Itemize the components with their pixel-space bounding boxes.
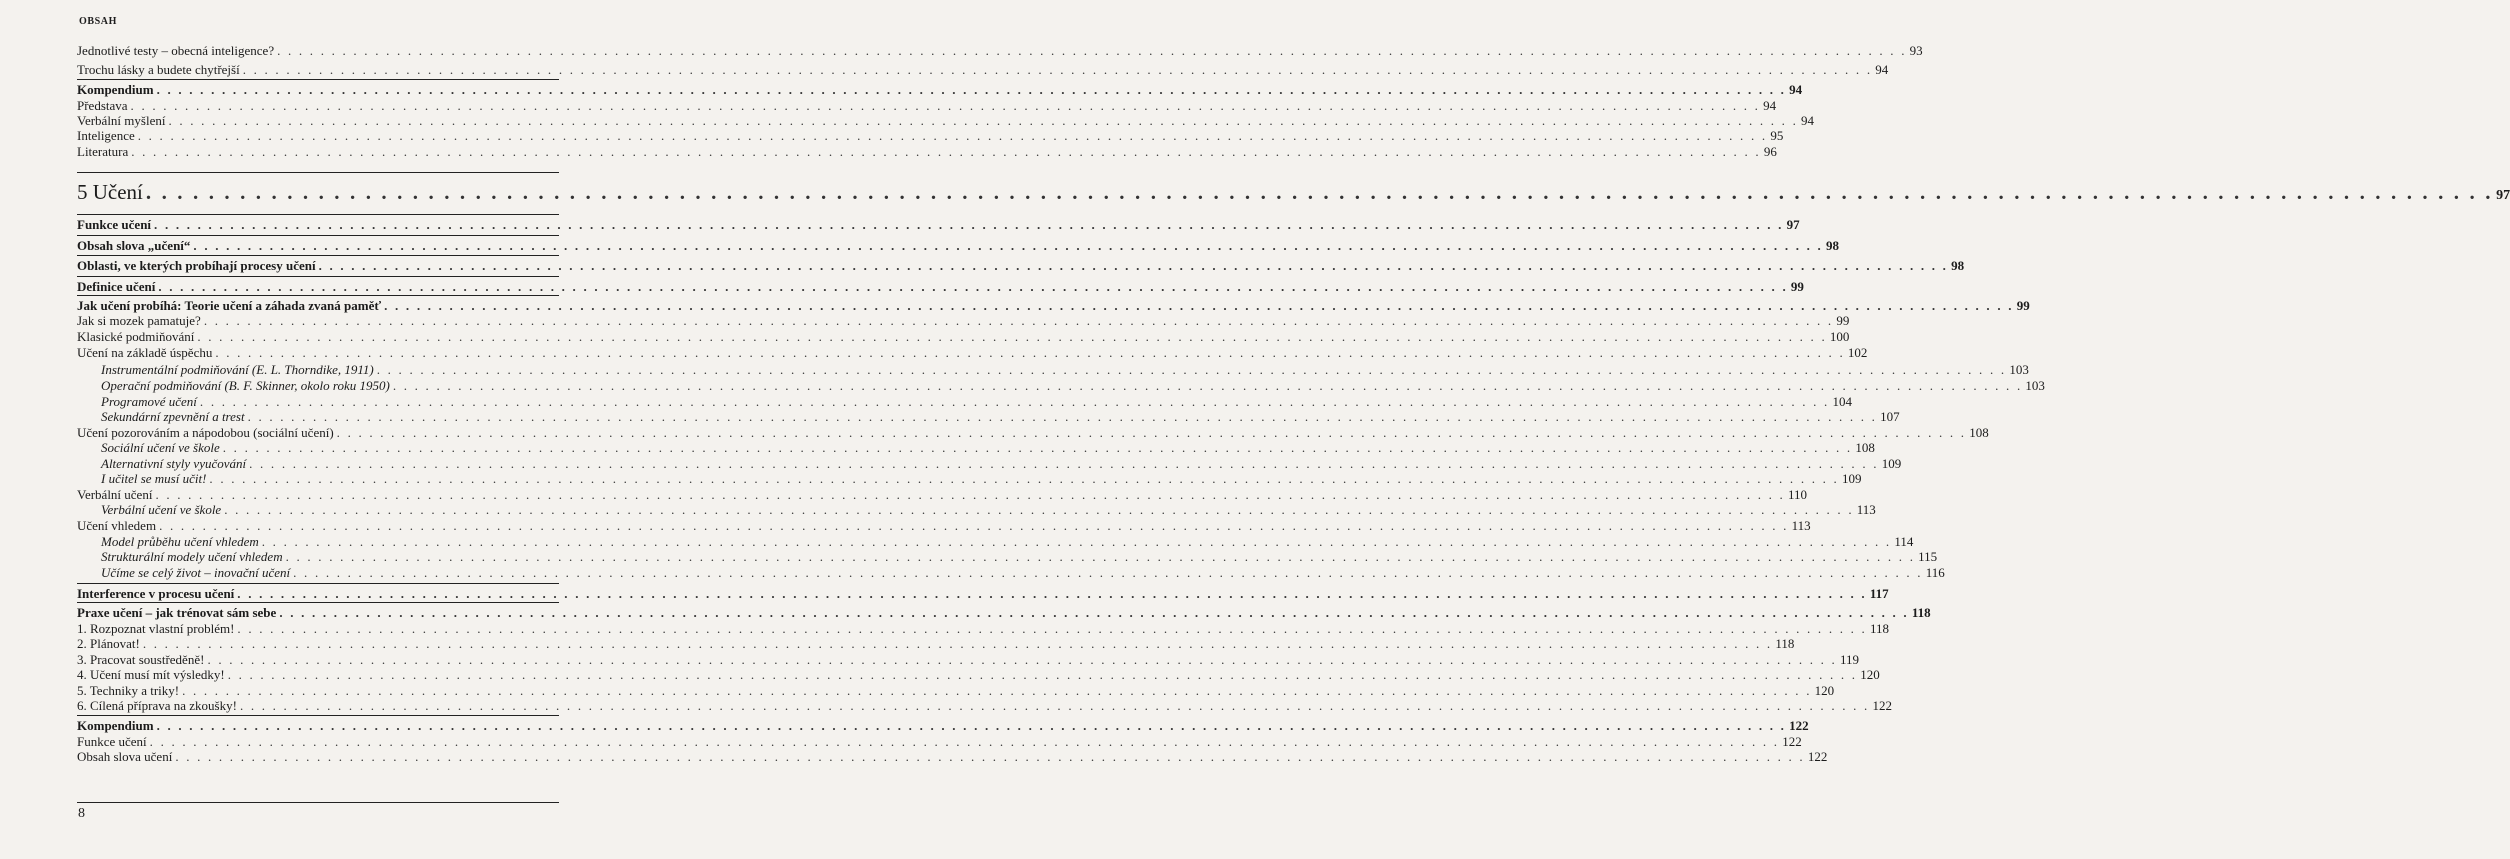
dot-leader: . . . . . . . . . . . . . . . . . . . . . . . . . . . . . . . . . . . . . . . . . . . . . . . . . . . . . . . . . . . . . . . . . . . . . . . . . . . . . . . . . . . . . . . . . . . . . . . . . . . . . . . . . . . . . . . . . . . . . . . . . . . . . . . . . . . . . . . . . . . . . . . . . . . . . . — [227, 667, 1858, 682]
toc-entry-page: 122 — [1789, 718, 1809, 733]
toc-entry[interactable] — [77, 749, 1828, 764]
section-divider — [77, 276, 559, 277]
toc-entry-page: 114 — [1894, 534, 1914, 549]
toc-entry[interactable] — [77, 586, 1889, 601]
toc-entry[interactable] — [77, 128, 1784, 143]
dot-leader: . . . . . . . . . . . . . . . . . . . . . . . . . . . . . . . . . . . . . . . . . . . . . . . . . . . . . . . . . . . . . . . . . . . . . . . . . . . . . . . . . . . . . . . . . . . . . . . . . . . . . . . . . . . . . . . . . . . . . . . . . . . . . . . . . . . . . . . . . . . . . . . . . . . . . . — [199, 394, 1830, 409]
section-divider — [77, 602, 559, 603]
dot-leader: . . . . . . . . . . . . . . . . . . . . . . . . . . . . . . . . . . . . . . . . . . . . . . . . . . . . . . . . . . . . . . . . . . . . . . . . . . . . . . . . . . . . . . . . . . . . . . . . . . . . . . . . . . . . . . . . . . . . . . . . . . . . . . . . . . . . . . . . . . . . . . . . . . . . . . — [207, 652, 1837, 667]
toc-entry[interactable] — [77, 718, 1809, 733]
toc-entry-title: Představa — [77, 98, 128, 113]
toc-entry[interactable] — [77, 534, 1914, 549]
dot-leader: . . . . . . . . . . . . . . . . . . . . . . . . . . . . . . . . . . . . . . . . . . . . . . . . . . . . . . . . . . . . . . . . . . . . . . . . . . . . . . . . . . . . . . . . . . . . . . . . . . . . . . . . . . . . . . . . . . . . . . . . . . . . . . . . . . . . . . . . . . . . . . . . . . . . . . — [376, 362, 2007, 377]
toc-entry-title: 1. Rozpoznat vlastní problém! — [77, 621, 235, 636]
table-of-contents — [77, 0, 2510, 859]
toc-entry-title: Instrumentální podmiňování (E. L. Thorndike, 1911) — [101, 362, 374, 377]
dot-leader: . . . . . . . . . . . . . . . . . . . . . . . . . . . . . . . . . . . . . . . . . . . . . . . . . . . . . . . . . . . . . . . . . . . . . . . . . . . . . . . . . . . . . . . . . . . . . . . . . . . . . . . . . . . . . . . . . . . . . . . . . . . . . . . . . . . . . . . . . . . . . . . . . . . . . . — [247, 409, 1878, 424]
dot-leader: . . . . . . . . . . . . . . . . . . . . . . . . . . . . . . . . . . . . . . . . . . . . . . . . . . . . . . . . . . . . . . . . . . . . . . . . . . . . . . . . . . . . . . . . . . . . . . . . . . . . . . . . . . . . . . . . . . . . . . . . . . . . . . . . . . . . . . . . . . . . . . . . . . . . . . — [277, 43, 1907, 58]
toc-entry[interactable] — [77, 471, 1862, 486]
toc-entry-page: 98 — [1825, 238, 1839, 253]
toc-entry-page: 113 — [1791, 518, 1811, 533]
toc-entry-page: 116 — [1925, 565, 1945, 580]
toc-entry[interactable] — [77, 279, 1804, 294]
toc-entry[interactable] — [77, 345, 1868, 360]
dot-leader: . . . . . . . . . . . . . . . . . . . . . . . . . . . . . . . . . . . . . . . . . . . . . . . . . . . . . . . . . . . . . . . . . . . . . . . . . . . . . . . . . . . . . . . . . . . . . . . . . . . . . . . . . . . . . . . . . . . . . . . . . . . . . . . . . . . . . . . . . . . . . . . . . . . . . . — [285, 549, 1916, 564]
toc-entry-page: 103 — [2025, 378, 2045, 393]
footer-rule — [77, 802, 559, 803]
dot-leader: . . . . . . . . . . . . . . . . . . . . . . . . . . . . . . . . . . . . . . . . . . . . . . . . . . . . . . . . . . . . . . . . . . . . . . . . . . . . . . . . . . . . . . . . . . . . . . . . . . . . . . . . . . . . . . . . . . . . . . . . . . . . . . . . . . . . . . . . . . . . . . . . . . . . . . — [159, 518, 1789, 533]
toc-entry-title: Programové učení — [101, 394, 197, 409]
toc-entry-page: 119 — [1840, 652, 1860, 667]
dot-leader: . . . . . . . . . . . . . . . . . . . . . . . . . . . . . . . . . . . . . . . . . . . . . . . . . . . . . . . . . . . . . . . . . . . . . . . . . . . . . . . . . . . . . . . . . . . . . . . . . . . . . . . . . . . . . . . . . . . . . . . . . . . . . . . . . . . . . . . . . . . . . . . . . . . . . . — [142, 636, 1773, 651]
dot-leader: . . . . . . . . . . . . . . . . . . . . . . . . . . . . . . . . . . . . . . . . . . . . . . . . . . . . . . . . . . . . . . . . . . . . . . . . . . . . . . . . . . . . . . . . . . . . . . . . . . . . . . . . . . . . . . . . . . . . . . . . . . . . . . . . . . . . . . . . . . . . . . . . . . . . . . — [175, 749, 1805, 764]
dot-leader: . . . . . . . . . . . . . . . . . . . . . . . . . . . . . . . . . . . . . . . . . . . . . . . . . . . . . . . . . . . . . . . . . . . . . . . . . . . . . . . . . . . . . . . . . . . . . . . . . . . . . . . . . . . . . . . . . . . . . . . . . . . . . . . . . . . . . . . . . . . . . . . . . . . . . . — [197, 329, 1827, 344]
toc-entry-title: Definice učení — [77, 279, 156, 294]
toc-entry-title: Funkce učení — [77, 217, 152, 232]
dot-leader: . . . . . . . . . . . . . . . . . . . . . . . . . . . . . . . . . . . . . . . . . . . . . . . . . . . . . . . . . . . . . . . . . . . . . . . . . . . . . . . . . . . . . . . . . . . . . . . . . . . . . . . . . . . . . . . . . . . . . . . . . . . . . . . . . . . . . . . . . . . . . . . . . . . . . . — [279, 605, 1909, 620]
toc-entry-title: 4. Učení musí mít výsledky! — [77, 667, 225, 682]
toc-entry-title: Učení vhledem — [77, 518, 157, 533]
toc-entry[interactable] — [77, 605, 1931, 620]
toc-entry[interactable] — [77, 734, 1802, 749]
dot-leader: . . . . . . . . . . . . . . . . . . . . . . . . . . . . . . . . . . . . . . . . . . . . . . . . . . . . . . . . . . . . . . . . . . . . . . . . . . . . . . . . . . . . . . . . . . . . . . . . . . . . . . . . . . . . . . . . . . . . . . . . . . . . . . . . . . . . . . . . . . . . . . . . . . . . . . — [392, 378, 2023, 393]
dot-leader: . . . . . . . . . . . . . . . . . . . . . . . . . . . . . . . . . . . . . . . . . . . . . . . . . . . . . . . . . . . . . . . . . . . . . . . . . . . . . . . . . . . . . . . . . . . . . . . . . . . . . . . . . . . . . . . . . . . . . . . . . . . . . . . . . . . . . . . . . . . . . . . . . . . . . . — [209, 471, 1839, 486]
toc-entry-page: 118 — [1911, 605, 1931, 620]
toc-entry-page: 94 — [1875, 62, 1889, 77]
toc-entry-page: 98 — [1951, 258, 1965, 273]
toc-entry-page: 99 — [1836, 313, 1850, 328]
toc-entry-title: Interference v procesu učení — [77, 586, 235, 601]
toc-entry-page: 94 — [1763, 98, 1777, 113]
dot-leader: . . . . . . . . . . . . . . . . . . . . . . . . . . . . . . . . . . . . . . . . . . . . . . . . . . . . . . . . . . . . . . . . . . . . . . . . . . . . . . . . . . . . . . . . . . . . . . . . . . . . . . . . . . . . . . . . . . . . . . . . . . . . . . . . . . . . . . . . . . . . . . . . . . . . . . — [137, 128, 1768, 143]
toc-entry[interactable] — [77, 258, 1965, 273]
dot-leader: . . . . . . . . . . . . . . . . . . . . . . . . . . . . . . . . . . . . . . . . . . . . . . . . . . . . . . . . . . . . . . . . . . . . . . . . . . . . . . . . . . . . . . . . . . . . . . . . . . . . . . . . . . . . . . . . . . . . . . . . . . . . . . . . . . . . . . . . . . . . . . . . . . . . . . — [156, 718, 1787, 733]
toc-entry[interactable] — [77, 698, 1892, 713]
dot-leader: . . . . . . . . . . . . . . . . . . . . . . . . . . . . . . . . . . . . . . . . . . . . . . . . . . . . . . . . . . . . . . . . . . . . . . . . . . . . . . . . . . . . . . . . . . . . . . . . . . . . . . . . . . . . . . . . . . . . . . . . . . . . . . . . . . . . . . . . . . . . . . . . . . . . . . — [130, 98, 1761, 113]
toc-entry-page: 104 — [1832, 394, 1852, 409]
toc-entry-title: Obsah slova „učení“ — [77, 238, 191, 253]
toc-entry-title: Učení na základě úspěchu — [77, 345, 213, 360]
toc-entry[interactable] — [77, 518, 1811, 533]
section-divider — [77, 255, 559, 256]
dot-leader: . . . . . . . . . . . . . . . . . . . . . . . . . . . . . . . . . . . . . . . . . . . . . . . . . . . . . . . . . . . . . . . . . . . . . . . . . . . . . . . . . . . . . . . . . . . . . . . . . . . . . . . . . . . . . . . . . . . . . . . . . . . . . . . . . . . . . . . . . . . . . . . . . . . . . . — [215, 345, 1845, 360]
toc-entry-page: 97 — [2496, 188, 2510, 203]
dot-leader: . . . . . . . . . . . . . . . . . . . . . . . . . . . . . . . . . . . . . . . . . . . . . . . . . . . . . . . . . . . . . . . . . . . . . . . . . . . . . . . . . . . . . . . . . . . . . . . . . . . . . . . . . . . . . . . . . . . . . . . . . . . . . . . . . . . . . . . . . . . . . . . . . . . . . . — [203, 313, 1834, 328]
toc-entry[interactable] — [77, 667, 1880, 682]
toc-entry[interactable] — [77, 652, 1860, 667]
toc-entry-title: I učitel se musí učit! — [101, 471, 207, 486]
toc-entry-title: Verbální myšlení — [77, 113, 166, 128]
dot-leader: . . . . . . . . . . . . . . . . . . . . . . . . . . . . . . . . . . . . . . . . . . . . . . . . . . . . . . . . . . . . . . . . . . . . . . . . . . . . . . . . . . . . . . . . . . . . . . . . . . . . . . . . . . . . . . . . . . . . . . . . . . . . . . . . . . . . . . . . . . . . . . . . . . . . . . — [168, 113, 1799, 128]
dot-leader: . . . . . . . . . . . . . . . . . . . . . . . . . . . . . . . . . . . . . . . . . . . . . . . . . . . . . . . . . . . . . . . . . . . . . . . . . . . . . . . . . . . . . . . . . . . . . . . . . . . . . . . . . . . . . . . . . . . . . . . . . . . . . . . . . . . . . . . . . . . . . . . . . . . . . . — [149, 734, 1780, 749]
dot-leader: . . . . . . . . . . . . . . . . . . . . . . . . . . . . . . . . . . . . . . . . . . . . . . . . . . . . . . . . . . . . . . . . . . . . . . . . . . . . . . . . . . . . . . . . . . . . . . . . . . . . . . . . . . . . . . . . . . . . . . . . . . . . . . . . . . . . . . . . . . . . . . . . . . . . . . — [239, 698, 1870, 713]
toc-entry-title: Učení pozorováním a nápodobou (sociální učení) — [77, 425, 334, 440]
toc-entry-title: Jednotlivé testy – obecná inteligence? — [77, 43, 275, 58]
toc-entry-page: 117 — [1869, 586, 1889, 601]
toc-entry-page: 122 — [1872, 698, 1892, 713]
toc-entry[interactable] — [77, 425, 1989, 440]
toc-entry-page: 120 — [1814, 683, 1835, 698]
dot-leader: . . . . . . . . . . . . . . . . . . . . . . . . . . . . . . . . . . . . . . . . . . . . . . . . . . . . . . . . . . . . . . . . . . . . . . . . . . . . . . . . . . . . . . . . . . . . . . . . . . . . . . . . . . . . . . . . . . . . . . . . . . . . . . . . . . . . . . . . . . . . . . . . . . . . . . — [237, 621, 1867, 636]
dot-leader: . . . . . . . . . . . . . . . . . . . . . . . . . . . . . . . . . . . . . . . . . . . . . . . . . . . . . . . . . . . . . . . . . . . . . . . . . . . . . . . . . . . . . . . . . . . . . . . . . . . . . . . . . . . . . . . . . . . . . . . . . . . . . . . . . . . . . . . . . . . . . . . . . . . . . . — [249, 456, 1879, 471]
toc-entry-title: Kompendium — [77, 82, 154, 97]
toc-entry-title: Učíme se celý život – inovační učení — [101, 565, 291, 580]
dot-leader: . . . . . . . . . . . . . . . . . . . . . . . . . . . . . . . . . . . . . . . . . . . . . . . . . . . . . . . . . . . . . . . . . . . . . . . . . . . . . . . . . . . . . . . . . . . . . . . . . . . . . . . . . . . . . . . . . . . . . . . . . . . . . . . . . . . . . . . . . . . . . . . . . . . . . . — [156, 82, 1787, 97]
toc-entry-title: Jak učení probíhá: Teorie učení a záhada zvaná paměť — [77, 298, 382, 313]
toc-entry-title: Funkce učení — [77, 734, 147, 749]
section-divider — [77, 172, 559, 173]
dot-leader: . . . . . . . . . . . . . . . . . . . . . . . . . . . . . . . . . . . . . . . . . . . . . . . . . . . . . . . . . . . . . . . . . . . . . . . . . . . . . . . . . . . . . . . . . . . . . . . . . . . . . . . . . . . . . . . . . . . . . . . . . . . . . . . . . . . . . . . . . . . . . . . . . . . . . . — [224, 502, 1854, 517]
toc-entry[interactable] — [77, 362, 2029, 377]
dot-leader: . . . . . . . . . . . . . . . . . . . . . . . . . . . . . . . . . . . . . . . . . . . . . . . . . . . . . . . . . . . . . . . . . . . . . . . . . . . . . . . . . . . . . . . . . . . . . . . . . . . . . . . . . . . . . . . . . . . . . . . . . . . . . . . . . . . . . . . . . . . . . . . . . . . . . . — [145, 180, 2494, 204]
toc-entry[interactable] — [77, 113, 1815, 128]
toc-entry[interactable] — [77, 621, 1890, 636]
toc-entry-page: 102 — [1847, 345, 1868, 360]
toc-entry-page: 115 — [1918, 549, 1938, 564]
toc-entry[interactable] — [77, 636, 1795, 651]
toc-entry-title: 3. Pracovat soustředěně! — [77, 652, 205, 667]
toc-entry-page: 103 — [2009, 362, 2029, 377]
page-number: 8 — [78, 806, 85, 821]
toc-entry[interactable] — [77, 394, 1852, 409]
toc-entry[interactable] — [77, 43, 1923, 58]
toc-entry-page: 94 — [1789, 82, 1803, 97]
dot-leader: . . . . . . . . . . . . . . . . . . . . . . . . . . . . . . . . . . . . . . . . . . . . . . . . . . . . . . . . . . . . . . . . . . . . . . . . . . . . . . . . . . . . . . . . . . . . . . . . . . . . . . . . . . . . . . . . . . . . . . . . . . . . . . . . . . . . . . . . . . . . . . . . . . . . . . — [336, 425, 1967, 440]
section-divider — [77, 583, 559, 584]
toc-entry[interactable] — [77, 238, 1839, 253]
toc-entry[interactable] — [77, 683, 1835, 698]
toc-entry-page: 99 — [1790, 279, 1804, 294]
dot-leader: . . . . . . . . . . . . . . . . . . . . . . . . . . . . . . . . . . . . . . . . . . . . . . . . . . . . . . . . . . . . . . . . . . . . . . . . . . . . . . . . . . . . . . . . . . . . . . . . . . . . . . . . . . . . . . . . . . . . . . . . . . . . . . . . . . . . . . . . . . . . . . . . . . . . . . — [293, 565, 1923, 580]
toc-entry-page: 113 — [1856, 502, 1876, 517]
toc-entry[interactable] — [77, 313, 1850, 328]
toc-entry[interactable] — [77, 298, 2030, 313]
dot-leader: . . . . . . . . . . . . . . . . . . . . . . . . . . . . . . . . . . . . . . . . . . . . . . . . . . . . . . . . . . . . . . . . . . . . . . . . . . . . . . . . . . . . . . . . . . . . . . . . . . . . . . . . . . . . . . . . . . . . . . . . . . . . . . . . . . . . . . . . . . . . . . . . . . . . . . — [155, 487, 1786, 502]
toc-entry-title: Praxe učení – jak trénovat sám sebe — [77, 605, 277, 620]
toc-entry-title: 6. Cílená příprava na zkoušky! — [77, 698, 237, 713]
toc-entry[interactable] — [77, 440, 1875, 455]
toc-entry-title: Inteligence — [77, 128, 135, 143]
toc-entry[interactable] — [77, 549, 1938, 564]
dot-leader: . . . . . . . . . . . . . . . . . . . . . . . . . . . . . . . . . . . . . . . . . . . . . . . . . . . . . . . . . . . . . . . . . . . . . . . . . . . . . . . . . . . . . . . . . . . . . . . . . . . . . . . . . . . . . . . . . . . . . . . . . . . . . . . . . . . . . . . . . . . . . . . . . . . . . . — [318, 258, 1949, 273]
dot-leader: . . . . . . . . . . . . . . . . . . . . . . . . . . . . . . . . . . . . . . . . . . . . . . . . . . . . . . . . . . . . . . . . . . . . . . . . . . . . . . . . . . . . . . . . . . . . . . . . . . . . . . . . . . . . . . . . . . . . . . . . . . . . . . . . . . . . . . . . . . . . . . . . . . . . . . — [222, 440, 1853, 455]
toc-entry-title: Model průběhu učení vhledem — [101, 534, 259, 549]
toc-entry[interactable] — [77, 378, 2045, 393]
section-divider — [77, 295, 559, 296]
running-header: OBSAH — [79, 16, 118, 27]
toc-entry-page: 97 — [1786, 217, 1800, 232]
toc-entry[interactable] — [77, 82, 1803, 97]
toc-entry-title: Operační podmiňování (B. F. Skinner, okolo roku 1950) — [101, 378, 390, 393]
dot-leader: . . . . . . . . . . . . . . . . . . . . . . . . . . . . . . . . . . . . . . . . . . . . . . . . . . . . . . . . . . . . . . . . . . . . . . . . . . . . . . . . . . . . . . . . . . . . . . . . . . . . . . . . . . . . . . . . . . . . . . . . . . . . . . . . . . . . . . . . . . . . . . . . . . . . . . — [261, 534, 1892, 549]
toc-entry-title: Klasické podmiňování — [77, 329, 195, 344]
toc-entry-page: 118 — [1869, 621, 1890, 636]
toc-entry-page: 100 — [1829, 329, 1850, 344]
toc-entry-page: 122 — [1782, 734, 1802, 749]
toc-entry-title: 5. Techniky a triky! — [77, 683, 180, 698]
chapter-heading[interactable] — [77, 180, 2510, 208]
section-divider — [77, 79, 559, 80]
toc-entry-title: Strukturální modely učení vhledem — [101, 549, 283, 564]
toc-entry-title: Trochu lásky a budete chytřejší — [77, 62, 240, 77]
toc-entry[interactable] — [77, 62, 1889, 77]
toc-entry[interactable] — [77, 98, 1777, 113]
toc-entry-page: 107 — [1880, 409, 1900, 424]
dot-leader: . . . . . . . . . . . . . . . . . . . . . . . . . . . . . . . . . . . . . . . . . . . . . . . . . . . . . . . . . . . . . . . . . . . . . . . . . . . . . . . . . . . . . . . . . . . . . . . . . . . . . . . . . . . . . . . . . . . . . . . . . . . . . . . . . . . . . . . . . . . . . . . . . . . . . . — [182, 683, 1812, 698]
toc-entry[interactable] — [77, 456, 1902, 471]
toc-entry[interactable] — [77, 487, 1808, 502]
toc-entry-title: Alternativní styly vyučování — [101, 456, 247, 471]
toc-entry-title: Obsah slova učení — [77, 749, 173, 764]
section-divider — [77, 715, 559, 716]
toc-entry-page: 95 — [1770, 128, 1784, 143]
toc-entry-title: Jak si mozek pamatuje? — [77, 313, 201, 328]
section-divider — [77, 214, 559, 215]
toc-entry-page: 110 — [1788, 487, 1808, 502]
toc-entry-page: 109 — [1841, 471, 1862, 486]
dot-leader: . . . . . . . . . . . . . . . . . . . . . . . . . . . . . . . . . . . . . . . . . . . . . . . . . . . . . . . . . . . . . . . . . . . . . . . . . . . . . . . . . . . . . . . . . . . . . . . . . . . . . . . . . . . . . . . . . . . . . . . . . . . . . . . . . . . . . . . . . . . . . . . . . . . . . . — [158, 279, 1788, 294]
toc-entry[interactable] — [77, 144, 1777, 159]
toc-entry-page: 122 — [1807, 749, 1828, 764]
toc-entry-page: 108 — [1855, 440, 1875, 455]
dot-leader: . . . . . . . . . . . . . . . . . . . . . . . . . . . . . . . . . . . . . . . . . . . . . . . . . . . . . . . . . . . . . . . . . . . . . . . . . . . . . . . . . . . . . . . . . . . . . . . . . . . . . . . . . . . . . . . . . . . . . . . . . . . . . . . . . . . . . . . . . . . . . . . . . . . . . . — [131, 144, 1761, 159]
toc-entry-page: 120 — [1860, 667, 1880, 682]
toc-entry-title: Verbální učení ve škole — [101, 502, 222, 517]
toc-entry-page: 108 — [1969, 425, 1989, 440]
section-divider — [77, 235, 559, 236]
toc-entry-title: Verbální učení — [77, 487, 153, 502]
toc-entry-title: Kompendium — [77, 718, 154, 733]
dot-leader: . . . . . . . . . . . . . . . . . . . . . . . . . . . . . . . . . . . . . . . . . . . . . . . . . . . . . . . . . . . . . . . . . . . . . . . . . . . . . . . . . . . . . . . . . . . . . . . . . . . . . . . . . . . . . . . . . . . . . . . . . . . . . . . . . . . . . . . . . . . . . . . . . . . . . . — [193, 238, 1823, 253]
toc-entry-title: Sekundární zpevnění a trest — [101, 409, 245, 424]
toc-entry-title: Oblasti, ve kterých probíhají procesy učení — [77, 258, 316, 273]
dot-leader: . . . . . . . . . . . . . . . . . . . . . . . . . . . . . . . . . . . . . . . . . . . . . . . . . . . . . . . . . . . . . . . . . . . . . . . . . . . . . . . . . . . . . . . . . . . . . . . . . . . . . . . . . . . . . . . . . . . . . . . . . . . . . . . . . . . . . . . . . . . . . . . . . . . . . . — [237, 586, 1867, 601]
toc-entry[interactable] — [77, 565, 1945, 580]
toc-entry[interactable] — [77, 409, 1900, 424]
toc-entry-page: 109 — [1881, 456, 1902, 471]
toc-entry[interactable] — [77, 217, 1800, 232]
toc-entry[interactable] — [77, 329, 1850, 344]
dot-leader: . . . . . . . . . . . . . . . . . . . . . . . . . . . . . . . . . . . . . . . . . . . . . . . . . . . . . . . . . . . . . . . . . . . . . . . . . . . . . . . . . . . . . . . . . . . . . . . . . . . . . . . . . . . . . . . . . . . . . . . . . . . . . . . . . . . . . . . . . . . . . . . . . . . . . . — [154, 217, 1784, 232]
toc-entry-page: 99 — [2016, 298, 2030, 313]
toc-entry[interactable] — [77, 502, 1876, 517]
toc-entry-page: 93 — [1909, 43, 1923, 58]
toc-entry-page: 96 — [1763, 144, 1777, 159]
dot-leader: . . . . . . . . . . . . . . . . . . . . . . . . . . . . . . . . . . . . . . . . . . . . . . . . . . . . . . . . . . . . . . . . . . . . . . . . . . . . . . . . . . . . . . . . . . . . . . . . . . . . . . . . . . . . . . . . . . . . . . . . . . . . . . . . . . . . . . . . . . . . . . . . . . . . . . — [384, 298, 2014, 313]
toc-entry-page: 94 — [1801, 113, 1815, 128]
toc-entry-page: 118 — [1775, 636, 1795, 651]
toc-entry-title: Sociální učení ve škole — [101, 440, 220, 455]
toc-entry-title: Literatura — [77, 144, 129, 159]
dot-leader: . . . . . . . . . . . . . . . . . . . . . . . . . . . . . . . . . . . . . . . . . . . . . . . . . . . . . . . . . . . . . . . . . . . . . . . . . . . . . . . . . . . . . . . . . . . . . . . . . . . . . . . . . . . . . . . . . . . . . . . . . . . . . . . . . . . . . . . . . . . . . . . . . . . . . . — [242, 62, 1873, 77]
toc-entry-title: 5 Učení — [77, 180, 143, 204]
toc-entry-title: 2. Plánovat! — [77, 636, 140, 651]
